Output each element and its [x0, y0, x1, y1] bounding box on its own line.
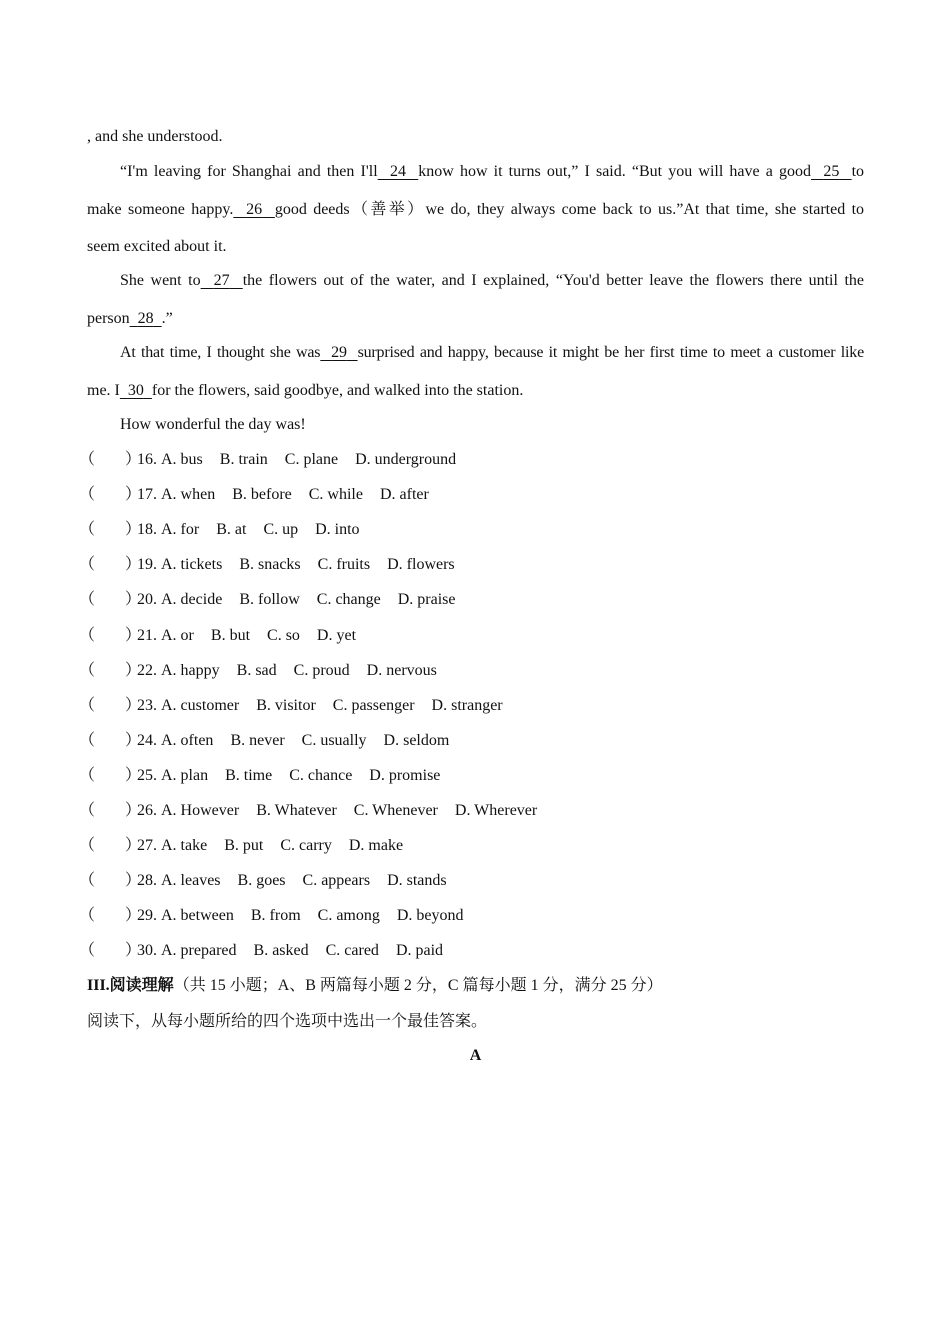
- option-c: C. plane: [284, 451, 339, 468]
- answer-bracket[interactable]: （ ）: [79, 627, 142, 644]
- option-d: D. praise: [397, 591, 456, 608]
- option-b: B. never: [230, 732, 285, 749]
- option-c: C. chance: [289, 767, 353, 784]
- option-d: D. into: [315, 521, 360, 538]
- option-c: C. among: [317, 907, 380, 924]
- question-row: [79, 766, 441, 786]
- option-c: C. passenger: [332, 697, 415, 714]
- option-b: B. put: [224, 837, 264, 854]
- option-c: C. carry: [280, 837, 332, 854]
- passage-paragraph-4-line-2: [87, 381, 523, 401]
- option-c: C. fruits: [317, 556, 371, 573]
- option-d: D. stands: [387, 872, 447, 889]
- option-a: A. often: [161, 732, 214, 749]
- passage-text: , and she understood.: [87, 128, 223, 145]
- question-number: 19.: [137, 556, 157, 573]
- answer-bracket[interactable]: （ ）: [79, 837, 142, 854]
- option-a: A. between: [161, 907, 234, 924]
- passage-paragraph-4-line-1: [120, 343, 864, 363]
- option-a: A. leaves: [161, 872, 221, 889]
- option-c: C. cared: [325, 942, 379, 959]
- answer-bracket[interactable]: （ ）: [79, 451, 142, 468]
- blank-29: 29: [331, 344, 347, 361]
- passage-paragraph-3-line-2: [87, 309, 173, 329]
- question-row: [79, 555, 455, 575]
- blank-24: 24: [389, 163, 406, 180]
- option-b: B. at: [216, 521, 247, 538]
- option-d: D. yet: [316, 627, 357, 644]
- question-number: 16.: [137, 451, 157, 468]
- passage-text: the flowers out of the water, and I explained, “You'd better leave the flowers there until the: [242, 272, 865, 289]
- option-d: D. paid: [395, 942, 444, 959]
- option-a: A. decide: [161, 591, 223, 608]
- option-b: B. train: [219, 451, 268, 468]
- question-number: 25.: [137, 767, 157, 784]
- passage-text: .”: [161, 310, 173, 327]
- question-number: 27.: [137, 837, 157, 854]
- option-a: A. prepared: [161, 942, 237, 959]
- question-row: [79, 906, 464, 926]
- option-d: D. stranger: [431, 697, 503, 714]
- option-c: C. Whenever: [353, 802, 438, 819]
- option-b: B. sad: [236, 662, 277, 679]
- question-number: 20.: [137, 591, 157, 608]
- option-d: D. seldom: [383, 732, 450, 749]
- part-heading: [87, 1046, 864, 1066]
- passage-paragraph-2-line-1: [120, 162, 864, 182]
- section-3-instruction: [87, 1012, 487, 1032]
- blank-27: 27: [213, 272, 230, 289]
- question-number: 17.: [137, 486, 157, 503]
- blank-26: 26: [246, 201, 263, 218]
- passage-text: “I'm leaving for Shanghai and then I'll: [120, 163, 378, 180]
- option-c: C. so: [267, 627, 300, 644]
- answer-bracket[interactable]: （ ）: [79, 486, 142, 503]
- option-a: A. when: [161, 486, 216, 503]
- passage-text: for the flowers, said goodbye, and walked into the station.: [151, 382, 524, 399]
- question-number: 30.: [137, 942, 157, 959]
- option-d: D. underground: [355, 451, 457, 468]
- question-row: [79, 871, 447, 891]
- passage-text: How wonderful the day was!: [120, 416, 306, 433]
- question-number: 21.: [137, 627, 157, 644]
- option-d: D. beyond: [396, 907, 464, 924]
- passage-text: to: [851, 163, 865, 180]
- option-c: C. change: [316, 591, 381, 608]
- question-row: [79, 731, 450, 751]
- option-c: C. proud: [293, 662, 350, 679]
- question-row: [79, 590, 456, 610]
- option-a: A. happy: [161, 662, 220, 679]
- option-c: C. appears: [302, 872, 371, 889]
- question-row: [79, 661, 437, 681]
- option-d: D. promise: [369, 767, 441, 784]
- passage-text: At that time, I thought she was: [120, 344, 321, 361]
- answer-bracket[interactable]: （ ）: [79, 767, 142, 784]
- passage-text: good deeds（善举）we do, they always come back to us.”At that time, she started to: [274, 201, 865, 218]
- option-b: B. Whatever: [256, 802, 337, 819]
- passage-text: know how it turns out,” I said. “But you will have a good: [418, 163, 812, 180]
- option-b: B. from: [250, 907, 301, 924]
- question-row: [79, 801, 538, 821]
- answer-bracket[interactable]: （ ）: [79, 521, 142, 538]
- section-title: III.阅读理解: [87, 977, 174, 994]
- option-b: B. but: [210, 627, 251, 644]
- question-number: 22.: [137, 662, 157, 679]
- section-3-heading: [87, 976, 663, 996]
- question-row: [79, 696, 503, 716]
- answer-bracket[interactable]: （ ）: [79, 907, 142, 924]
- question-number: 26.: [137, 802, 157, 819]
- option-a: A. for: [161, 521, 200, 538]
- question-row: [79, 626, 357, 646]
- answer-bracket[interactable]: （ ）: [79, 872, 142, 889]
- passage-paragraph-2-line-2: [87, 200, 864, 220]
- blank-30: 30: [127, 382, 144, 399]
- passage-text: make someone happy.: [87, 201, 234, 218]
- option-b: B. goes: [237, 872, 286, 889]
- blank-28: 28: [137, 310, 154, 327]
- answer-bracket[interactable]: （ ）: [79, 942, 142, 959]
- option-d: D. make: [348, 837, 404, 854]
- answer-bracket[interactable]: （ ）: [79, 662, 142, 679]
- question-number: 29.: [137, 907, 157, 924]
- passage-paragraph-3-line-1: [120, 271, 864, 291]
- part-label: A: [469, 1047, 482, 1064]
- question-row: [79, 485, 429, 505]
- option-c: C. up: [263, 521, 299, 538]
- option-d: D. Wherever: [454, 802, 538, 819]
- question-row: [79, 836, 404, 856]
- answer-bracket[interactable]: （ ）: [79, 556, 142, 573]
- passage-text: surprised and happy, because it might be her first time to meet a customer like: [357, 344, 864, 361]
- option-c: C. while: [308, 486, 363, 503]
- option-b: B. time: [225, 767, 273, 784]
- passage-text: person: [87, 310, 130, 327]
- passage-paragraph-5: [120, 415, 306, 435]
- answer-bracket[interactable]: （ ）: [79, 802, 142, 819]
- passage-text: She went to: [120, 272, 201, 289]
- question-row: [79, 450, 457, 470]
- option-b: B. follow: [239, 591, 300, 608]
- passage-text: seem excited about it.: [87, 238, 227, 255]
- option-c: C. usually: [301, 732, 367, 749]
- option-a: A. bus: [161, 451, 203, 468]
- passage-paragraph-2-line-3: [87, 237, 227, 257]
- option-a: A. or: [161, 627, 194, 644]
- question-row: [79, 941, 444, 961]
- question-number: 28.: [137, 872, 157, 889]
- option-d: D. nervous: [366, 662, 437, 679]
- answer-bracket[interactable]: （ ）: [79, 732, 142, 749]
- option-b: B. snacks: [239, 556, 301, 573]
- option-a: A. tickets: [161, 556, 223, 573]
- question-number: 18.: [137, 521, 157, 538]
- instruction-text: 阅读下，从每小题所给的四个选项中选出一个最佳答案。: [87, 1013, 488, 1030]
- option-d: D. after: [379, 486, 429, 503]
- option-a: A. take: [161, 837, 208, 854]
- option-a: A. customer: [161, 697, 240, 714]
- passage-text: me. I: [87, 382, 120, 399]
- option-b: B. visitor: [256, 697, 316, 714]
- question-number: 24.: [137, 732, 157, 749]
- option-b: B. asked: [253, 942, 309, 959]
- answer-bracket[interactable]: （ ）: [79, 697, 142, 714]
- option-a: A. plan: [161, 767, 209, 784]
- answer-bracket[interactable]: （ ）: [79, 591, 142, 608]
- blank-25: 25: [823, 163, 840, 180]
- question-row: [79, 520, 360, 540]
- option-b: B. before: [232, 486, 292, 503]
- option-a: A. However: [161, 802, 240, 819]
- section-note: （共 15 小题；A、B 两篇每小题 2 分，C 篇每小题 1 分，满分 25 分）: [173, 977, 663, 994]
- question-number: 23.: [137, 697, 157, 714]
- option-d: D. flowers: [387, 556, 455, 573]
- passage-line-1: [87, 127, 223, 147]
